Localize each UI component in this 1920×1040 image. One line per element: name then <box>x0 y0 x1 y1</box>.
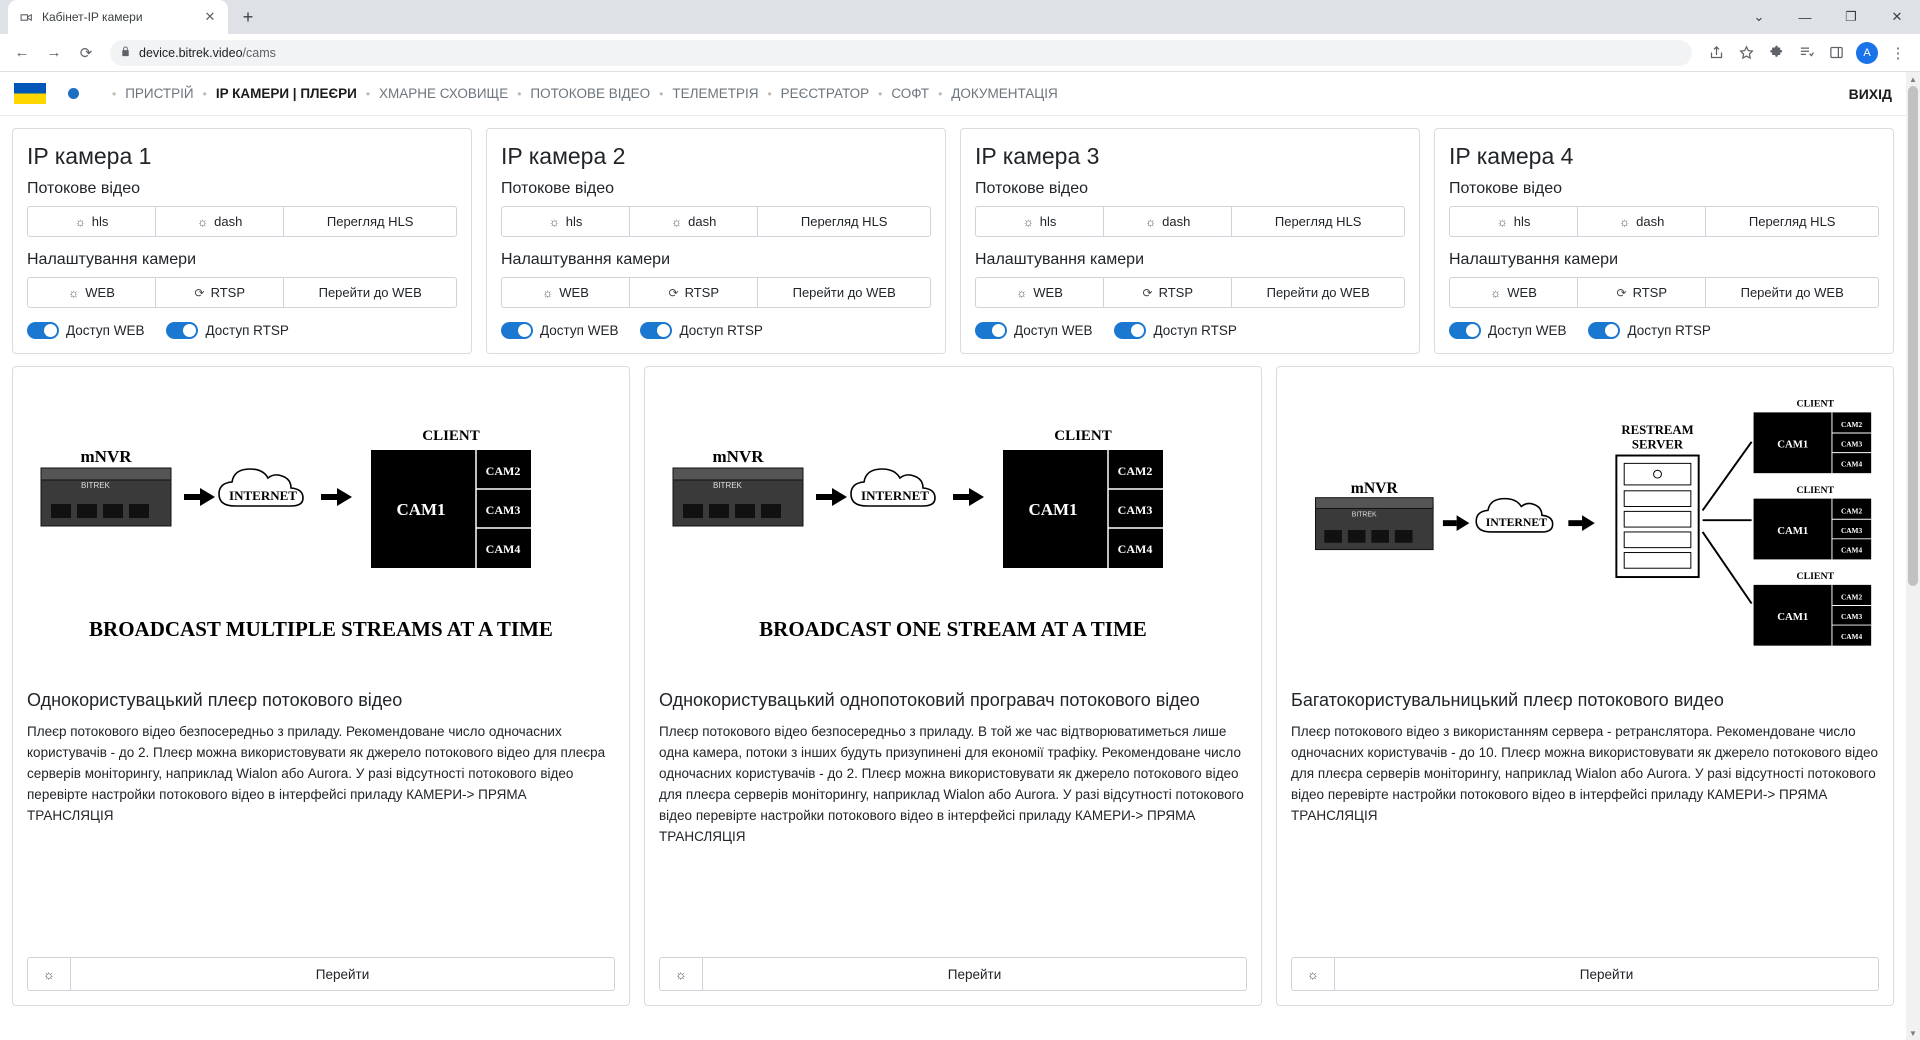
stream-button-group <box>27 206 457 237</box>
nav-item-ip-cameras[interactable]: IP КАМЕРИ | ПЛЕЄРИ <box>215 86 357 101</box>
svg-text:INTERNET: INTERNET <box>861 488 929 503</box>
svg-text:CAM2: CAM2 <box>485 464 521 478</box>
web-access-toggle-wrap <box>27 322 144 339</box>
svg-text:CLIENT: CLIENT <box>1796 398 1835 410</box>
svg-text:CLIENT: CLIENT <box>422 428 480 444</box>
settings-heading: Налаштування камери <box>501 251 671 268</box>
web-access-label: Доступ WEB <box>540 323 619 338</box>
hls-button[interactable] <box>1449 206 1578 237</box>
dash-button[interactable] <box>1103 206 1232 237</box>
camera-icon: ☼ <box>1496 214 1508 229</box>
minimize-button[interactable]: — <box>1798 9 1812 25</box>
rtsp-access-label: Доступ RTSP <box>679 323 763 338</box>
nav-item-documentation[interactable]: ДОКУМЕНТАЦІЯ <box>951 86 1058 101</box>
rtsp-access-toggle[interactable] <box>1114 322 1146 339</box>
web-access-label: Доступ WEB <box>66 323 145 338</box>
camera-icon <box>18 9 34 25</box>
logout-link[interactable]: ВИХІД <box>1848 85 1892 102</box>
view-hls-button[interactable]: Перегляд HLS <box>283 206 457 237</box>
camera-icon: ☼ <box>68 285 80 300</box>
puzzle-icon[interactable] <box>1762 39 1790 67</box>
settings-heading: Налаштування камери <box>1449 251 1619 268</box>
nav-item-device[interactable]: ПРИСТРІЙ <box>125 86 194 101</box>
svg-text:CLIENT: CLIENT <box>1796 571 1835 582</box>
url-path: /cams <box>242 45 276 60</box>
svg-text:CAM1: CAM1 <box>1777 611 1809 624</box>
dash-label: dash <box>1162 214 1191 229</box>
goto-web-button[interactable]: Перейти до WEB <box>1231 277 1405 308</box>
camera-icon: ☼ <box>1016 285 1028 300</box>
nav-separator: • <box>659 86 664 101</box>
player-goto-row <box>659 957 1247 991</box>
hls-label: hls <box>1039 214 1057 229</box>
back-icon[interactable]: ← <box>14 44 30 61</box>
svg-text:CAM1: CAM1 <box>1028 500 1078 519</box>
svg-text:CAM4: CAM4 <box>1117 542 1153 556</box>
svg-text:CAM3: CAM3 <box>1840 439 1863 449</box>
tab-close-icon[interactable]: ✕ <box>204 9 216 24</box>
svg-text:mNVR: mNVR <box>80 447 132 466</box>
dash-button[interactable] <box>1577 206 1706 237</box>
hls-button[interactable] <box>501 206 630 237</box>
nav-separator: • <box>767 86 772 101</box>
svg-text:mNVR: mNVR <box>1350 479 1398 497</box>
web-access-toggle-wrap <box>501 322 618 339</box>
chevron-down-icon[interactable]: ⌄ <box>1753 9 1765 24</box>
dash-button[interactable] <box>629 206 758 237</box>
diagram-svg <box>21 418 621 603</box>
svg-text:CAM3: CAM3 <box>1840 525 1863 535</box>
stream-heading: Потокове відео <box>501 180 615 197</box>
web-label: WEB <box>559 285 589 300</box>
rtsp-button[interactable] <box>1577 277 1706 308</box>
player-goto-row <box>1291 957 1879 991</box>
svg-text:CAM3: CAM3 <box>1840 612 1863 622</box>
access-toggles <box>1449 322 1879 339</box>
refresh-icon: ⟳ <box>1142 285 1153 300</box>
svg-text:INTERNET: INTERNET <box>229 488 297 503</box>
stream-heading: Потокове відео <box>1449 180 1563 197</box>
player-title: Однокористувацький однопотоковий програвач потокового відео <box>659 690 1200 710</box>
svg-text:CAM4: CAM4 <box>1840 545 1863 555</box>
refresh-icon: ⟳ <box>1616 285 1627 300</box>
scrollbar-thumb[interactable] <box>1908 86 1918 586</box>
nav-separator: • <box>517 86 522 101</box>
svg-text:CAM2: CAM2 <box>1840 420 1863 430</box>
rtsp-access-toggle-wrap <box>640 322 762 339</box>
diagram-caption: BROADCAST ONE STREAM AT A TIME <box>759 617 1147 641</box>
web-access-toggle-wrap <box>1449 322 1566 339</box>
svg-text:CLIENT: CLIENT <box>1796 484 1835 496</box>
nav-item-cloud-storage[interactable]: ХМАРНЕ СХОВИЩЕ <box>379 86 509 101</box>
web-access-toggle[interactable] <box>27 322 59 339</box>
web-access-label: Доступ WEB <box>1488 323 1567 338</box>
view-hls-button[interactable]: Перегляд HLS <box>757 206 931 237</box>
star-icon[interactable] <box>1732 39 1760 67</box>
page-content <box>0 72 1906 1040</box>
url-domain: device.bitrek.video <box>139 45 243 60</box>
svg-text:CAM1: CAM1 <box>1777 524 1809 537</box>
web-access-toggle[interactable] <box>501 322 533 339</box>
nav-separator: • <box>365 86 371 101</box>
web-button[interactable] <box>1449 277 1578 308</box>
nav-item-recorder[interactable]: РЕЄСТРАТОР <box>780 86 870 101</box>
svg-text:CAM2: CAM2 <box>1117 464 1153 478</box>
stream-heading: Потокове відео <box>27 180 141 197</box>
svg-text:mNVR: mNVR <box>712 447 764 466</box>
hls-label: hls <box>1513 214 1531 229</box>
stream-button-group <box>1449 206 1879 237</box>
web-label: WEB <box>85 285 115 300</box>
rtsp-access-label: Доступ RTSP <box>1627 323 1711 338</box>
hls-button[interactable] <box>27 206 156 237</box>
player-card-multi-stream <box>12 366 630 1006</box>
dash-label: dash <box>214 214 243 229</box>
player-title: Однокористувацький плеєр потокового відео <box>27 690 403 710</box>
rtsp-access-toggle[interactable] <box>166 322 198 339</box>
svg-text:CAM4: CAM4 <box>1840 459 1863 469</box>
svg-text:BITREK: BITREK <box>1351 511 1377 519</box>
settings-button-group <box>501 277 931 308</box>
web-button[interactable] <box>975 277 1104 308</box>
status-dot <box>68 88 79 99</box>
svg-text:SERVER: SERVER <box>1631 437 1684 452</box>
camera-icon[interactable]: ☼ <box>27 957 71 991</box>
rtsp-access-label: Доступ RTSP <box>205 323 289 338</box>
player-title: Багатокористувальницький плеєр потокового видео <box>1291 690 1724 710</box>
camera-icon: ☼ <box>1145 214 1157 229</box>
svg-text:CAM3: CAM3 <box>1117 503 1153 517</box>
rtsp-button[interactable] <box>1103 277 1232 308</box>
diagram-svg <box>653 418 1253 603</box>
hls-label: hls <box>91 214 109 229</box>
diagram-one-stream <box>659 377 1247 677</box>
nav-separator: • <box>878 86 883 101</box>
svg-text:CLIENT: CLIENT <box>1054 428 1112 444</box>
scroll-down-icon[interactable]: ▼ <box>1909 1028 1917 1038</box>
player-cards <box>0 354 1906 1018</box>
camera-card <box>960 128 1420 354</box>
rtsp-access-toggle-wrap <box>166 322 288 339</box>
svg-text:CAM1: CAM1 <box>396 500 446 519</box>
svg-text:CAM4: CAM4 <box>1840 631 1863 641</box>
svg-text:CAM2: CAM2 <box>1840 506 1863 516</box>
camera-card <box>12 128 472 354</box>
diagram-multiple-streams <box>27 377 615 677</box>
settings-button-group <box>975 277 1405 308</box>
player-description: Плеєр потокового відео безпосередньо з приладу. В той же час відтворюватиметься лише одна камера, потоки з інших будуть призупинені для економії трафіку. Рекомендоване число одночасних користувачів - до 2. Плеєр можна використовувати як джерело потокового відео для плеєра серверів моніторингу, наприклад Wialon або Aurora. У разі відсутності потокового відео перевірте настройки потокового відео в інтерфейсі приладу КАМЕРИ-> ПРЯМА ТРАНСЛЯЦІЯ <box>659 724 1244 844</box>
camera-title: IP камера 4 <box>1449 143 1574 169</box>
web-label: WEB <box>1507 285 1537 300</box>
rtsp-access-toggle-wrap <box>1114 322 1236 339</box>
web-access-toggle[interactable] <box>975 322 1007 339</box>
toolbar-actions <box>1702 39 1912 67</box>
svg-text:RESTREAM: RESTREAM <box>1621 422 1694 437</box>
player-goto-row <box>27 957 615 991</box>
camera-icon: ☼ <box>197 214 209 229</box>
browser-tab[interactable] <box>8 0 228 34</box>
forward-icon[interactable]: → <box>46 44 62 61</box>
reading-list-icon[interactable] <box>1792 39 1820 67</box>
web-access-label: Доступ WEB <box>1014 323 1093 338</box>
camera-cards <box>0 116 1906 354</box>
scroll-up-icon[interactable]: ▲ <box>1909 74 1917 84</box>
refresh-icon: ⟳ <box>194 285 205 300</box>
rtsp-access-toggle[interactable] <box>1588 322 1620 339</box>
new-tab-button[interactable]: + <box>242 6 254 27</box>
address-bar[interactable] <box>110 40 1692 66</box>
goto-player-button[interactable]: Перейти <box>703 957 1247 991</box>
rtsp-button[interactable] <box>629 277 758 308</box>
diagram-caption: BROADCAST MULTIPLE STREAMS AT A TIME <box>89 617 553 641</box>
url-text <box>139 46 276 60</box>
goto-player-button[interactable]: Перейти <box>71 957 615 991</box>
page-scrollbar[interactable] <box>1906 72 1920 1040</box>
hls-button[interactable] <box>975 206 1104 237</box>
web-access-toggle[interactable] <box>1449 322 1481 339</box>
settings-button-group <box>27 277 457 308</box>
player-card-multi-user <box>1276 366 1894 1006</box>
player-card-single-stream <box>644 366 1262 1006</box>
camera-icon: ☼ <box>74 214 86 229</box>
web-label: WEB <box>1033 285 1063 300</box>
page-viewport <box>0 72 1920 1040</box>
camera-icon: ☼ <box>1619 214 1631 229</box>
web-access-toggle-wrap <box>975 322 1092 339</box>
stream-button-group <box>975 206 1405 237</box>
camera-icon: ☼ <box>542 285 554 300</box>
svg-text:CAM2: CAM2 <box>1840 592 1863 602</box>
svg-text:BITREK: BITREK <box>713 481 742 490</box>
goto-web-button[interactable]: Перейти до WEB <box>283 277 457 308</box>
hls-label: hls <box>565 214 583 229</box>
dash-label: dash <box>1636 214 1665 229</box>
svg-text:INTERNET: INTERNET <box>1485 516 1548 530</box>
maximize-button[interactable]: ❐ <box>1845 9 1857 24</box>
web-button[interactable] <box>501 277 630 308</box>
camera-card <box>1434 128 1894 354</box>
svg-text:CAM3: CAM3 <box>485 503 521 517</box>
stream-button-group <box>501 206 931 237</box>
settings-button-group <box>1449 277 1879 308</box>
access-toggles <box>975 322 1405 339</box>
access-toggles <box>27 322 457 339</box>
camera-title: IP камера 3 <box>975 143 1100 169</box>
rtsp-access-toggle-wrap <box>1588 322 1710 339</box>
rtsp-label: RTSP <box>1158 285 1193 300</box>
dash-label: dash <box>688 214 717 229</box>
camera-icon: ☼ <box>671 214 683 229</box>
diagram-svg <box>1285 383 1885 677</box>
rtsp-label: RTSP <box>1632 285 1667 300</box>
tab-strip <box>0 0 1920 34</box>
camera-title: IP камера 1 <box>27 143 152 169</box>
close-window-button[interactable]: ✕ <box>1891 9 1903 24</box>
rtsp-access-label: Доступ RTSP <box>1153 323 1237 338</box>
browser-menu-icon[interactable]: ⋮ <box>1890 44 1906 62</box>
browser-toolbar <box>0 34 1920 72</box>
nav-item-soft[interactable]: СОФТ <box>891 86 930 101</box>
settings-heading: Налаштування камери <box>975 251 1145 268</box>
access-toggles <box>501 322 931 339</box>
avatar[interactable]: A <box>1856 42 1878 64</box>
tab-title: Кабінет-IP камери <box>42 10 143 24</box>
goto-web-button[interactable]: Перейти до WEB <box>757 277 931 308</box>
lock-icon <box>120 46 131 60</box>
player-description: Плеєр потокового відео безпосередньо з приладу. Рекомендоване число одночасних користувачів - до 2. Плеєр можна використовувати як джерело потокового відео для плеєра серверів моніторингу, наприклад Wialon або Aurora. У разі відсутності потокового відео перевірте настройки потокового відео в інтерфейсі приладу КАМЕРИ-> ПРЯМА ТРАНСЛЯЦІЯ <box>27 724 606 824</box>
svg-text:CAM1: CAM1 <box>1777 438 1809 451</box>
view-hls-button[interactable]: Перегляд HLS <box>1705 206 1879 237</box>
nav-separator: • <box>202 86 207 101</box>
diagram-restream-server <box>1291 377 1879 677</box>
camera-icon: ☼ <box>1022 214 1034 229</box>
svg-text:CAM4: CAM4 <box>485 542 521 556</box>
camera-icon: ☼ <box>1490 285 1502 300</box>
nav-separator: • <box>112 86 117 101</box>
reload-icon[interactable]: ⟳ <box>79 44 93 62</box>
dash-button[interactable] <box>155 206 284 237</box>
nav-separator: • <box>938 86 943 101</box>
nav-item-telemetry[interactable]: ТЕЛЕМЕТРІЯ <box>672 86 759 101</box>
web-button[interactable] <box>27 277 156 308</box>
goto-web-button[interactable]: Перейти до WEB <box>1705 277 1879 308</box>
camera-title: IP камера 2 <box>501 143 626 169</box>
camera-icon[interactable]: ☼ <box>1291 957 1335 991</box>
rtsp-label: RTSP <box>684 285 719 300</box>
settings-heading: Налаштування камери <box>27 251 197 268</box>
camera-icon: ☼ <box>548 214 560 229</box>
rtsp-button[interactable] <box>155 277 284 308</box>
stream-heading: Потокове відео <box>975 180 1089 197</box>
window-controls <box>1736 0 1920 34</box>
sidebar-icon[interactable] <box>1822 39 1850 67</box>
goto-player-button[interactable]: Перейти <box>1335 957 1879 991</box>
player-description: Плеєр потокового відео з використанням сервера - ретранслятора. Рекомендоване число одночасних користувачів - до 10. Плеєр можна використовувати як джерело потокового відео для плеєра серверів моніторингу, наприклад Wialon або Aurora. У разі відсутності потокового відео перевірте настройки потокового відео в інтерфейсі приладу КАМЕРИ-> ПРЯМА ТРАНСЛЯЦІЯ <box>1291 724 1878 824</box>
svg-text:BITREK: BITREK <box>81 481 110 490</box>
camera-icon[interactable]: ☼ <box>659 957 703 991</box>
ua-flag-icon <box>14 83 46 104</box>
refresh-icon: ⟳ <box>668 285 679 300</box>
share-icon[interactable] <box>1702 39 1730 67</box>
site-navbar <box>0 72 1906 116</box>
camera-card <box>486 128 946 354</box>
rtsp-label: RTSP <box>210 285 245 300</box>
view-hls-button[interactable]: Перегляд HLS <box>1231 206 1405 237</box>
nav-item-streaming[interactable]: ПОТОКОВЕ ВІДЕО <box>530 86 651 101</box>
rtsp-access-toggle[interactable] <box>640 322 672 339</box>
